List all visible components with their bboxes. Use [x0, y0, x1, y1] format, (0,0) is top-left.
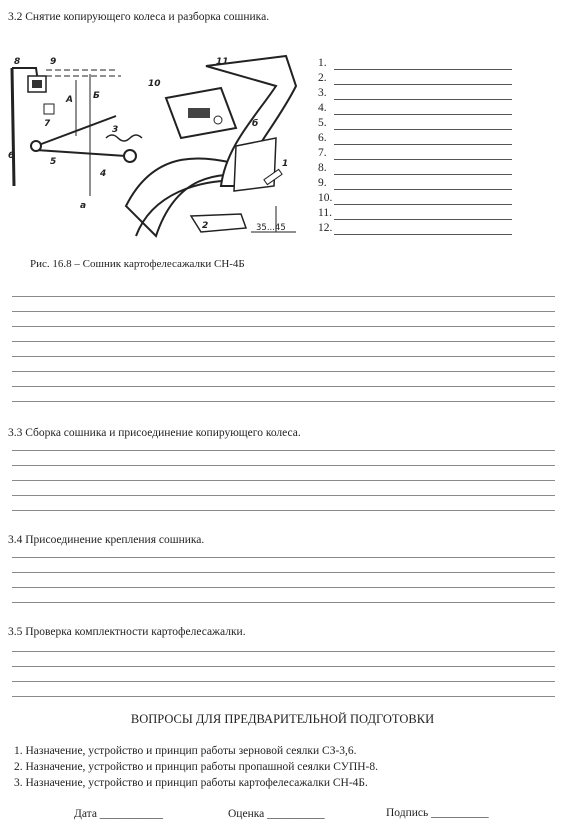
writing-line — [12, 311, 555, 312]
list-item-line — [334, 159, 512, 160]
question-item: 3. Назначение, устройство и принцип работы картофелесажалки СН-4Б. — [14, 777, 368, 789]
figure-label-3: 3 — [112, 125, 119, 135]
writing-line — [12, 386, 555, 387]
coulter-figure — [6, 46, 302, 246]
writing-line — [12, 480, 555, 481]
figure-label-9: 9 — [50, 57, 57, 67]
list-item-line — [334, 144, 512, 145]
writing-line — [12, 651, 555, 652]
figure-label-6: 6 — [8, 151, 15, 161]
figure-label-10: 10 — [148, 79, 161, 89]
question-item: 1. Назначение, устройство и принцип работы зерновой сеялки СЗ-3,6. — [14, 745, 357, 757]
writing-line — [12, 341, 555, 342]
figure-label-a: а — [80, 201, 87, 211]
figure-label-2: 2 — [202, 221, 209, 231]
figure-label-1: 1 — [282, 159, 289, 169]
list-item-line — [334, 234, 512, 235]
list-item-line — [334, 219, 512, 220]
footer-date: Дата ___________ — [74, 808, 164, 820]
questions-heading: ВОПРОСЫ ДЛЯ ПРЕДВАРИТЕЛЬНОЙ ПОДГОТОВКИ — [130, 712, 435, 726]
figure-label-dimension: 35...45 — [256, 223, 286, 233]
section-3-5-heading: 3.5 Проверка комплектности картофелесажалки. — [8, 626, 246, 638]
list-item-number: 8. — [318, 162, 327, 174]
writing-line — [12, 696, 555, 697]
question-item: 2. Назначение, устройство и принцип работы пропашной сеялки СУПН-8. — [14, 761, 379, 773]
section-3-2-heading: 3.2 Снятие копирующего колеса и разборка сошника. — [8, 11, 270, 23]
figure-caption: Рис. 16.8 – Сошник картофелесажалки СН-4Б — [30, 258, 245, 270]
list-item-number: 5. — [318, 117, 327, 129]
list-item-line — [334, 204, 512, 205]
list-item-line — [334, 189, 512, 190]
list-item-number: 3. — [318, 87, 327, 99]
writing-line — [12, 356, 555, 357]
list-item-number: 1. — [318, 57, 327, 69]
list-item-number: 11. — [318, 207, 332, 219]
writing-line — [12, 401, 555, 402]
list-item-number: 9. — [318, 177, 327, 189]
list-item-line — [334, 129, 512, 130]
writing-line — [12, 557, 555, 558]
figure-label-8: 8 — [14, 57, 21, 67]
list-item-line — [334, 99, 512, 100]
list-item-number: 4. — [318, 102, 327, 114]
writing-line — [12, 326, 555, 327]
writing-line — [12, 465, 555, 466]
section-3-3-heading: 3.3 Сборка сошника и присоединение копирующего колеса. — [8, 427, 301, 439]
writing-line — [12, 587, 555, 588]
list-item-number: 7. — [318, 147, 327, 159]
list-item-number: 6. — [318, 132, 327, 144]
figure-label-A: А — [66, 95, 73, 105]
footer-grade: Оценка __________ — [228, 808, 325, 820]
list-item-number: 10. — [318, 192, 333, 204]
writing-line — [12, 681, 555, 682]
figure-label-b: б — [252, 119, 259, 129]
section-3-4-heading: 3.4 Присоединение крепления сошника. — [8, 534, 205, 546]
writing-line — [12, 666, 555, 667]
writing-line — [12, 371, 555, 372]
writing-line — [12, 495, 555, 496]
figure-label-4: 4 — [100, 169, 107, 179]
figure-label-5: 5 — [50, 157, 57, 167]
figure-label-7: 7 — [44, 119, 51, 129]
writing-line — [12, 602, 555, 603]
writing-line — [12, 296, 555, 297]
figure-label-11: 11 — [216, 57, 229, 67]
list-item-line — [334, 84, 512, 85]
list-item-line — [334, 69, 512, 70]
writing-line — [12, 572, 555, 573]
list-item-number: 2. — [318, 72, 327, 84]
figure-label-B: Б — [93, 91, 100, 101]
writing-line — [12, 510, 555, 511]
list-item-line — [334, 114, 512, 115]
list-item-number: 12. — [318, 222, 333, 234]
list-item-line — [334, 174, 512, 175]
footer-signature: Подпись __________ — [386, 807, 489, 819]
writing-line — [12, 450, 555, 451]
